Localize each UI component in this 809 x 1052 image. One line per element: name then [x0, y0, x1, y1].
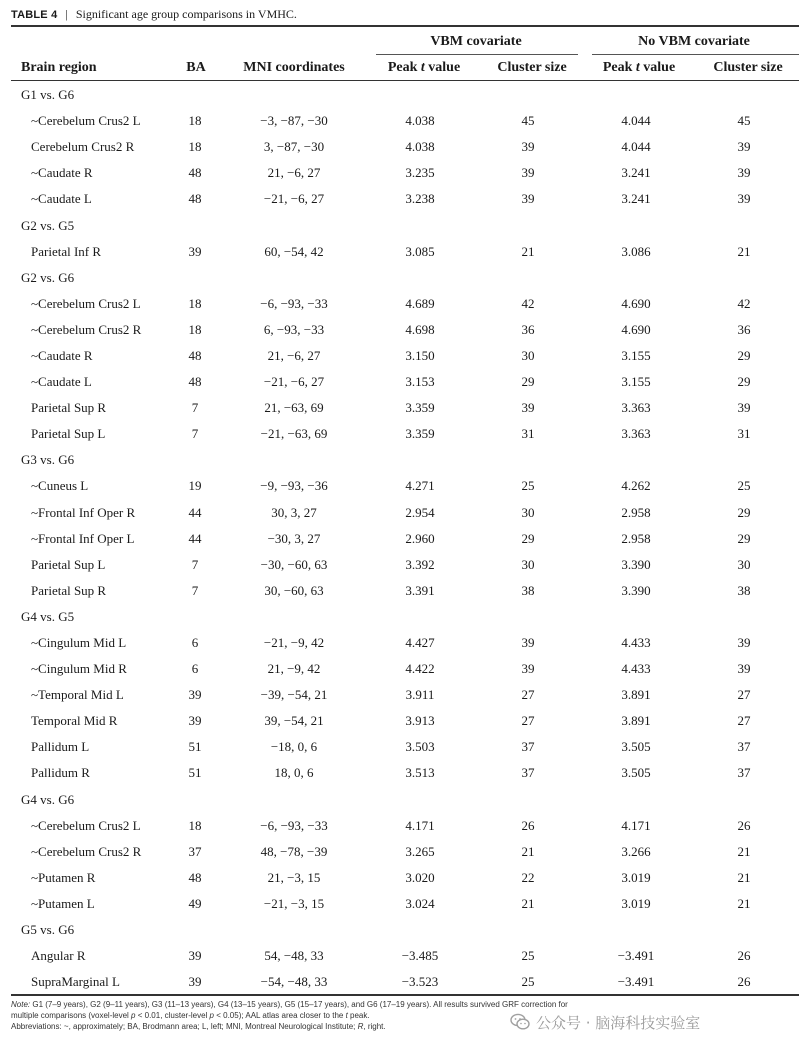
novbm-cluster-size-cell: 21 — [737, 843, 751, 859]
abbrev-text: Abbreviations: ~, approximately; BA, Brodmann area; L, left; MNI, Montreal Neurological Institute; — [11, 1022, 358, 1031]
novbm-cluster-size-cell: 39 — [737, 400, 751, 416]
region-cell: ~Frontal Inf Oper R — [31, 504, 136, 520]
novbm-peak-t-cell: 3.019 — [621, 869, 651, 885]
vbm-peak-t-cell: 3.359 — [405, 400, 435, 416]
table-body — [11, 82, 799, 995]
table-row — [11, 500, 799, 526]
vbm-peak-t-cell: 2.954 — [405, 504, 435, 520]
comparison-group-label: G2 vs. G5 — [21, 217, 75, 233]
ba-cell: 39 — [188, 974, 202, 990]
vbm-cluster-size-cell: 30 — [521, 556, 535, 572]
novbm-peak-t-cell: 3.241 — [621, 191, 651, 207]
group-header-row — [11, 212, 799, 238]
region-cell: SupraMarginal L — [31, 974, 120, 990]
comparison-group-label: G1 vs. G6 — [21, 87, 75, 103]
vbm-peak-t-cell: 3.153 — [405, 374, 435, 390]
region-cell: Pallidum R — [31, 765, 90, 781]
mni-cell: −3, −87, −30 — [260, 113, 328, 129]
note-line — [11, 999, 571, 1021]
ba-cell: 48 — [188, 347, 202, 363]
peak-suffix: value — [639, 60, 676, 75]
vbm-peak-t-cell: 3.238 — [405, 191, 435, 207]
mni-cell: −30, −60, 63 — [260, 556, 328, 572]
vbm-cluster-size-cell: 25 — [521, 974, 535, 990]
novbm-peak-t-cell: 3.363 — [621, 400, 651, 416]
ba-cell: 39 — [188, 243, 202, 259]
table-row — [11, 969, 799, 995]
header-novbm-peak-t — [591, 56, 687, 80]
vbm-peak-t-cell: 4.038 — [405, 113, 435, 129]
novbm-peak-t-cell: −3.491 — [617, 974, 655, 990]
vbm-cluster-size-cell: 27 — [521, 687, 535, 703]
peak-t: t — [420, 60, 425, 75]
mni-cell: 6, −93, −33 — [263, 321, 325, 337]
novbm-peak-t-cell: −3.491 — [617, 948, 655, 964]
novbm-cluster-size-cell: 37 — [737, 765, 751, 781]
novbm-peak-t-cell: 3.019 — [621, 895, 651, 911]
vbm-cluster-size-cell: 29 — [521, 530, 535, 546]
novbm-peak-t-cell: 4.044 — [621, 139, 651, 155]
vbm-cluster-size-cell: 42 — [521, 295, 535, 311]
note-text: peak. — [347, 1011, 370, 1020]
mni-cell: −21, −63, 69 — [260, 426, 328, 442]
ba-cell: 44 — [188, 504, 202, 520]
novbm-peak-t-cell: 4.690 — [621, 295, 651, 311]
novbm-peak-t-cell: 3.241 — [621, 165, 651, 181]
vbm-peak-t-cell: 3.391 — [405, 582, 435, 598]
mni-cell: 30, −60, 63 — [264, 582, 324, 598]
region-cell: ~Cerebelum Crus2 L — [31, 295, 141, 311]
vbm-peak-t-cell: 3.150 — [405, 347, 435, 363]
novbm-peak-t-cell: 3.155 — [621, 374, 651, 390]
novbm-cluster-size-cell: 26 — [737, 974, 751, 990]
vbm-peak-t-cell: 3.265 — [405, 843, 435, 859]
vbm-cluster-size-cell: 25 — [521, 948, 535, 964]
r-symbol: R — [357, 1022, 364, 1031]
novbm-cluster-size-cell: 29 — [737, 504, 751, 520]
mni-cell: 21, −3, 15 — [267, 869, 321, 885]
comparison-group-label: G4 vs. G6 — [21, 791, 75, 807]
group-header-row — [11, 82, 799, 108]
vbm-cluster-size-cell: 36 — [521, 321, 535, 337]
table-row — [11, 108, 799, 134]
vbm-cluster-size-cell: 31 — [521, 426, 535, 442]
novbm-cluster-size-cell: 26 — [737, 817, 751, 833]
mni-cell: 48, −78, −39 — [260, 843, 328, 859]
vbm-peak-t-cell: 3.024 — [405, 895, 435, 911]
table-row — [11, 421, 799, 447]
novbm-cluster-size-cell: 29 — [737, 530, 751, 546]
mni-cell: −18, 0, 6 — [270, 739, 318, 755]
novbm-cluster-size-cell: 29 — [737, 347, 751, 363]
vbm-cluster-size-cell: 21 — [521, 243, 535, 259]
novbm-cluster-size-cell: 31 — [737, 426, 751, 442]
region-cell: Parietal Inf R — [31, 243, 102, 259]
mni-cell: −6, −93, −33 — [260, 817, 328, 833]
ba-cell: 48 — [188, 191, 202, 207]
abbrev-text: , right. — [363, 1022, 386, 1031]
novbm-peak-t-cell: 3.266 — [621, 843, 651, 859]
table-row — [11, 708, 799, 734]
header-vbm-covariate: VBM covariate — [430, 34, 522, 49]
table-row — [11, 186, 799, 212]
novbm-cluster-size-cell: 39 — [737, 165, 751, 181]
group-header-row — [11, 917, 799, 943]
ba-cell: 48 — [188, 165, 202, 181]
region-cell: ~Cerebelum Crus2 R — [31, 843, 142, 859]
ba-cell: 7 — [191, 556, 199, 572]
region-cell: Parietal Sup R — [31, 400, 107, 416]
p-symbol: p — [131, 1011, 136, 1020]
table-row — [11, 291, 799, 317]
mni-cell: 21, −6, 27 — [267, 347, 321, 363]
region-cell: ~Caudate L — [31, 191, 92, 207]
vbm-cluster-size-cell: 39 — [521, 635, 535, 651]
ba-cell: 7 — [191, 400, 199, 416]
vbm-cluster-size-cell: 26 — [521, 817, 535, 833]
ba-cell: 18 — [188, 321, 202, 337]
ba-cell: 18 — [188, 295, 202, 311]
mni-cell: 60, −54, 42 — [264, 243, 324, 259]
ba-cell: 51 — [188, 739, 202, 755]
ba-cell: 48 — [188, 869, 202, 885]
table-row — [11, 891, 799, 917]
peak-t: t — [635, 60, 640, 75]
ba-cell: 18 — [188, 139, 202, 155]
region-cell: Temporal Mid R — [31, 713, 118, 729]
novbm-cluster-size-cell: 21 — [737, 895, 751, 911]
group-header-row — [11, 265, 799, 291]
table-row — [11, 813, 799, 839]
table-row — [11, 395, 799, 421]
vbm-peak-t-cell: 4.038 — [405, 139, 435, 155]
ba-cell: 44 — [188, 530, 202, 546]
ba-cell: 39 — [188, 713, 202, 729]
region-cell: ~Putamen L — [31, 895, 95, 911]
ba-cell: 7 — [191, 426, 199, 442]
region-cell: ~Frontal Inf Oper L — [31, 530, 135, 546]
table-footnote — [11, 999, 571, 1032]
vbm-cluster-size-cell: 30 — [521, 347, 535, 363]
mni-cell: 21, −63, 69 — [264, 400, 324, 416]
table-row — [11, 656, 799, 682]
caption-separator: | — [65, 7, 68, 21]
region-cell: Angular R — [31, 948, 86, 964]
group-header-row — [11, 604, 799, 630]
mni-cell: 39, −54, 21 — [264, 713, 324, 729]
novbm-peak-t-cell: 4.690 — [621, 321, 651, 337]
p-symbol: p — [209, 1011, 214, 1020]
region-cell: Cerebelum Crus2 R — [31, 139, 135, 155]
novbm-cluster-size-cell: 39 — [737, 139, 751, 155]
region-cell: ~Caudate R — [31, 347, 93, 363]
novbm-peak-t-cell: 4.262 — [621, 478, 651, 494]
vbm-cluster-size-cell: 39 — [521, 400, 535, 416]
table-row — [11, 682, 799, 708]
region-cell: ~Cingulum Mid L — [31, 635, 127, 651]
vbm-peak-t-cell: 4.427 — [405, 635, 435, 651]
region-cell: ~Cingulum Mid R — [31, 661, 127, 677]
mni-cell: 30, 3, 27 — [271, 504, 317, 520]
vbm-peak-t-cell: −3.485 — [401, 948, 439, 964]
t-symbol: t — [345, 1011, 348, 1020]
vbm-cluster-size-cell: 21 — [521, 895, 535, 911]
table-row — [11, 552, 799, 578]
peak-suffix: value — [424, 60, 461, 75]
table-row — [11, 369, 799, 395]
note-text: < 0.05); AAL atlas area closer to the — [214, 1011, 346, 1020]
table-row — [11, 239, 799, 265]
novbm-cluster-size-cell: 26 — [737, 948, 751, 964]
table-row — [11, 134, 799, 160]
region-cell: ~Cerebelum Crus2 R — [31, 321, 142, 337]
novbm-cluster-size-cell: 45 — [737, 113, 751, 129]
comparison-group-label: G3 vs. G6 — [21, 452, 75, 468]
vbm-cluster-size-cell: 37 — [521, 739, 535, 755]
table-caption — [11, 6, 801, 23]
comparison-group-label: G5 vs. G6 — [21, 922, 75, 938]
mni-cell: −9, −93, −36 — [260, 478, 328, 494]
vbm-peak-t-cell: 4.422 — [405, 661, 435, 677]
watermark — [510, 1010, 700, 1034]
novbm-peak-t-cell: 4.044 — [621, 113, 651, 129]
mni-cell: 18, 0, 6 — [274, 765, 314, 781]
mni-cell: 3, −87, −30 — [263, 139, 325, 155]
vbm-cluster-size-cell: 27 — [521, 713, 535, 729]
vbm-cluster-size-cell: 39 — [521, 139, 535, 155]
table-row — [11, 734, 799, 760]
region-cell: Pallidum L — [31, 739, 90, 755]
ba-cell: 39 — [188, 948, 202, 964]
header-vbm-cluster-size: Cluster size — [497, 60, 567, 75]
note-text: G1 (7–9 years), G2 (9–11 years), G3 (11–13 years), G4 (13–15 years), G5 (15–17 years), and G6 (17–19 years). All results survived GRF correction for multiple comparisons (voxel-level — [11, 1000, 568, 1020]
header-brain-region: Brain region — [21, 60, 97, 75]
region-cell: ~Cerebelum Crus2 L — [31, 113, 141, 129]
ba-cell: 51 — [188, 765, 202, 781]
wechat-icon — [510, 1013, 530, 1031]
comparison-group-label: G2 vs. G6 — [21, 269, 75, 285]
vbm-peak-t-cell: 3.513 — [405, 765, 435, 781]
bottom-rule — [11, 994, 799, 996]
comparison-table — [11, 82, 799, 995]
ba-cell: 49 — [188, 895, 202, 911]
peak-prefix: Peak — [387, 60, 421, 75]
table-row — [11, 760, 799, 786]
vbm-cluster-size-cell: 25 — [521, 478, 535, 494]
table-label: TABLE 4 — [11, 9, 58, 21]
region-cell: Parietal Sup L — [31, 426, 106, 442]
vbm-cluster-size-cell: 39 — [521, 165, 535, 181]
vbm-peak-t-cell: 2.960 — [405, 530, 435, 546]
vbm-peak-t-cell: −3.523 — [401, 974, 439, 990]
vbm-peak-t-cell: 3.085 — [405, 243, 435, 259]
novbm-peak-t-cell: 2.958 — [621, 530, 651, 546]
vbm-peak-t-cell: 3.913 — [405, 713, 435, 729]
novbm-peak-t-cell: 3.390 — [621, 582, 651, 598]
vbm-peak-t-cell: 4.689 — [405, 295, 435, 311]
mni-cell: −21, −9, 42 — [263, 635, 325, 651]
novbm-cluster-size-cell: 29 — [737, 374, 751, 390]
novbm-cluster-size-cell: 25 — [737, 478, 751, 494]
header-mni-coordinates: MNI coordinates — [243, 60, 345, 75]
region-cell: ~Cerebelum Crus2 L — [31, 817, 141, 833]
vbm-peak-t-cell: 3.235 — [405, 165, 435, 181]
table-row — [11, 578, 799, 604]
header-vbm-peak-t — [376, 56, 472, 80]
watermark-text: 公众号 · 脑海科技实验室 — [536, 1013, 701, 1032]
vbm-peak-t-cell: 4.698 — [405, 321, 435, 337]
note-text: < 0.01, cluster-level — [135, 1011, 210, 1020]
group-header-row — [11, 447, 799, 473]
header-ba: BA — [186, 60, 206, 75]
novbm-peak-t-cell: 3.363 — [621, 426, 651, 442]
mni-cell: 21, −9, 42 — [267, 661, 321, 677]
novbm-cluster-size-cell: 39 — [737, 661, 751, 677]
region-cell: ~Cuneus L — [31, 478, 89, 494]
vbm-cluster-size-cell: 21 — [521, 843, 535, 859]
vbm-cluster-size-cell: 39 — [521, 191, 535, 207]
region-cell: Parietal Sup L — [31, 556, 106, 572]
novbm-cluster-size-cell: 38 — [737, 582, 751, 598]
novbm-cluster-size-cell: 27 — [737, 713, 751, 729]
vbm-peak-t-cell: 3.911 — [405, 687, 435, 703]
vbm-peak-t-cell: 3.020 — [405, 869, 435, 885]
region-cell: ~Temporal Mid L — [31, 687, 124, 703]
novbm-peak-t-cell: 3.505 — [621, 765, 651, 781]
vbm-peak-t-cell: 3.503 — [405, 739, 435, 755]
novbm-peak-t-cell: 3.390 — [621, 556, 651, 572]
region-cell: ~Caudate L — [31, 374, 92, 390]
table-row — [11, 160, 799, 186]
table-title: Significant age group comparisons in VMHC. — [75, 7, 297, 21]
ba-cell: 7 — [191, 582, 199, 598]
note-label: Note: — [11, 1000, 31, 1009]
comparison-group-label: G4 vs. G5 — [21, 608, 75, 624]
novbm-cluster-size-cell: 39 — [737, 191, 751, 207]
novbm-peak-t-cell: 3.086 — [621, 243, 651, 259]
header-novbm-cluster-size: Cluster size — [713, 60, 783, 75]
ba-cell: 37 — [188, 843, 202, 859]
novbm-cluster-size-cell: 21 — [737, 243, 751, 259]
ba-cell: 48 — [188, 374, 202, 390]
mni-cell: −21, −6, 27 — [263, 191, 325, 207]
mni-cell: −54, −48, 33 — [260, 974, 328, 990]
novbm-cluster-size-cell: 21 — [737, 869, 751, 885]
table-row — [11, 473, 799, 499]
mni-cell: 21, −6, 27 — [267, 165, 321, 181]
header-rule — [11, 80, 799, 81]
header-no-vbm-covariate: No VBM covariate — [638, 34, 750, 49]
novbm-peak-t-cell: 3.891 — [621, 687, 651, 703]
vbm-peak-t-cell: 4.171 — [405, 817, 435, 833]
region-cell: Parietal Sup R — [31, 582, 107, 598]
mni-cell: 54, −48, 33 — [264, 948, 324, 964]
peak-prefix: Peak — [602, 60, 636, 75]
vbm-cluster-size-cell: 38 — [521, 582, 535, 598]
vbm-group-underline — [376, 54, 578, 55]
vbm-cluster-size-cell: 29 — [521, 374, 535, 390]
novbm-peak-t-cell: 3.505 — [621, 739, 651, 755]
table-row — [11, 630, 799, 656]
vbm-cluster-size-cell: 22 — [521, 869, 535, 885]
vbm-peak-t-cell: 3.359 — [405, 426, 435, 442]
novbm-cluster-size-cell: 39 — [737, 635, 751, 651]
table-row — [11, 526, 799, 552]
mni-cell: −21, −3, 15 — [263, 895, 325, 911]
novbm-cluster-size-cell: 36 — [737, 321, 751, 337]
novbm-peak-t-cell: 4.433 — [621, 635, 651, 651]
novbm-peak-t-cell: 3.155 — [621, 347, 651, 363]
novbm-peak-t-cell: 3.891 — [621, 713, 651, 729]
vbm-peak-t-cell: 4.271 — [405, 478, 435, 494]
vbm-cluster-size-cell: 39 — [521, 661, 535, 677]
table-row — [11, 943, 799, 969]
mni-cell: −6, −93, −33 — [260, 295, 328, 311]
region-cell: ~Caudate R — [31, 165, 93, 181]
group-header-row — [11, 787, 799, 813]
region-cell: ~Putamen R — [31, 869, 96, 885]
abbreviations-line — [11, 1021, 571, 1032]
vbm-cluster-size-cell: 30 — [521, 504, 535, 520]
ba-cell: 39 — [188, 687, 202, 703]
vbm-cluster-size-cell: 45 — [521, 113, 535, 129]
novbm-group-underline — [592, 54, 799, 55]
top-rule — [11, 25, 799, 27]
ba-cell: 19 — [188, 478, 202, 494]
novbm-cluster-size-cell: 42 — [737, 295, 751, 311]
table-row — [11, 343, 799, 369]
novbm-peak-t-cell: 4.171 — [621, 817, 651, 833]
novbm-cluster-size-cell: 27 — [737, 687, 751, 703]
ba-cell: 6 — [191, 635, 199, 651]
novbm-cluster-size-cell: 30 — [737, 556, 751, 572]
novbm-peak-t-cell: 2.958 — [621, 504, 651, 520]
ba-cell: 18 — [188, 113, 202, 129]
ba-cell: 6 — [191, 661, 199, 677]
novbm-cluster-size-cell: 37 — [737, 739, 751, 755]
vbm-peak-t-cell: 3.392 — [405, 556, 435, 572]
novbm-peak-t-cell: 4.433 — [621, 661, 651, 677]
ba-cell: 18 — [188, 817, 202, 833]
mni-cell: −39, −54, 21 — [260, 687, 328, 703]
vbm-cluster-size-cell: 37 — [521, 765, 535, 781]
mni-cell: −21, −6, 27 — [263, 374, 325, 390]
mni-cell: −30, 3, 27 — [267, 530, 321, 546]
table-row — [11, 865, 799, 891]
table-row — [11, 839, 799, 865]
table-row — [11, 317, 799, 343]
